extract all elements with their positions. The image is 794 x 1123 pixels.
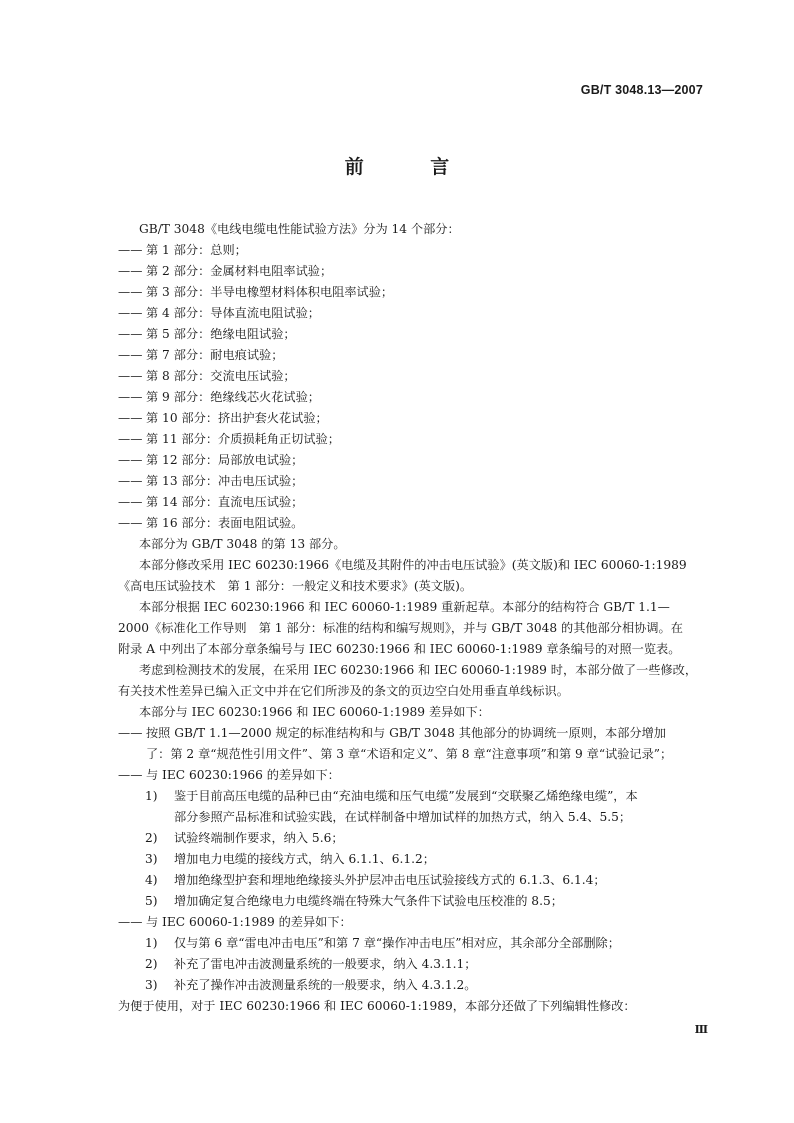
part-item	[118, 471, 708, 492]
item-text: 增加电力电缆的接线方式，纳入 6.1.1、6.1.2；	[174, 852, 435, 866]
parts-list	[118, 240, 708, 534]
numbered-item	[118, 786, 708, 807]
paragraph-continuation: 有关技术性差异已编入正文中并在它们所涉及的条文的页边空白处用垂直单线标识。	[118, 684, 569, 698]
paragraph-continuation: 附录 A 中列出了本部分章条编号与 IEC 60230:1966 和 IEC 60060-1:1989 章条编号的对照一览表。	[118, 642, 681, 656]
item-number: 3)	[145, 852, 158, 866]
paragraph: 考虑到检测技术的发展，在采用 IEC 60230:1966 和 IEC 60060-1:1989 时，本部分做了一些修改，	[139, 663, 698, 677]
item-text: 试验终端制作要求，纳入 5.6；	[174, 831, 344, 845]
dash-mark: ——	[118, 516, 143, 530]
dash-item-text: 与 IEC 60060-1:1989 的差异如下：	[146, 915, 352, 929]
numbered-item	[118, 828, 708, 849]
standard-code: GB/T 3048.13—2007	[580, 83, 703, 97]
dash-item-text: 按照 GB/T 1.1—2000 规定的标准结构和与 GB/T 3048 其他部分的协调统一原则，本部分增加	[146, 726, 666, 740]
part-item-text: 第 16 部分：表面电阻试验。	[146, 516, 304, 530]
item-text: 补充了操作冲击波测量系统的一般要求，纳入 4.3.1.2。	[174, 978, 477, 992]
dash-mark: ——	[118, 495, 143, 509]
item-text: 鉴于目前高压电缆的品种已由“充油电缆和压气电缆”发展到“交联聚乙烯绝缘电缆”，本	[174, 789, 638, 803]
part-item	[118, 408, 708, 429]
paragraph: 本部分根据 IEC 60230:1966 和 IEC 60060-1:1989 重新起草。本部分的结构符合 GB/T 1.1—	[139, 600, 670, 614]
dash-mark: ——	[118, 411, 143, 425]
part-item	[118, 240, 708, 261]
dash-mark: ——	[118, 264, 143, 278]
paragraph: 本部分与 IEC 60230:1966 和 IEC 60060-1:1989 差异如下：	[139, 705, 490, 719]
item-number: 5)	[145, 894, 158, 908]
part-item-text: 第 8 部分：交流电压试验；	[146, 369, 296, 383]
numbered-item	[118, 933, 708, 954]
part-item-text: 第 5 部分：绝缘电阻试验；	[146, 327, 296, 341]
item-number: 1)	[145, 789, 158, 803]
dash-item	[118, 723, 708, 744]
part-item-text: 第 14 部分：直流电压试验；	[146, 495, 304, 509]
paragraph: 本部分为 GB/T 3048 的第 13 部分。	[139, 537, 346, 551]
paragraph: 本部分修改采用 IEC 60230:1966《电缆及其附件的冲击电压试验》(英文版)和 IEC 60060-1:1989	[139, 558, 687, 572]
paragraph: 为便于使用，对于 IEC 60230:1966 和 IEC 60060-1:1989，本部分还做了下列编辑性修改：	[118, 999, 636, 1013]
part-item-text: 第 9 部分：绝缘线芯火花试验；	[146, 390, 320, 404]
item-text: 仅与第 6 章“雷电冲击电压”和第 7 章“操作冲击电压”相对应，其余部分全部删除；	[174, 936, 620, 950]
part-item-text: 第 3 部分：半导电橡塑材料体积电阻率试验；	[146, 285, 394, 299]
dash-mark: ——	[118, 726, 143, 740]
part-item-text: 第 13 部分：冲击电压试验；	[146, 474, 304, 488]
part-item-text: 第 11 部分：介质损耗角正切试验；	[146, 432, 340, 446]
dash-mark: ——	[118, 432, 143, 446]
dash-mark: ——	[118, 369, 143, 383]
dash-item	[118, 765, 708, 786]
item-text: 增加确定复合绝缘电力电缆终端在特殊大气条件下试验电压校准的 8.5；	[174, 894, 563, 908]
item-number: 2)	[145, 957, 158, 971]
part-item	[118, 261, 708, 282]
part-item	[118, 366, 708, 387]
dash-mark: ——	[118, 306, 143, 320]
part-item-text: 第 4 部分：导体直流电阻试验；	[146, 306, 320, 320]
part-item	[118, 513, 708, 534]
part-item-text: 第 10 部分：挤出护套火花试验；	[146, 411, 328, 425]
iec60060-diff-list	[118, 933, 708, 996]
part-item	[118, 450, 708, 471]
numbered-item	[118, 954, 708, 975]
dash-mark: ——	[118, 453, 143, 467]
page-number: Ⅲ	[694, 1023, 708, 1036]
part-item	[118, 303, 708, 324]
dash-mark: ——	[118, 327, 143, 341]
dash-mark: ——	[118, 474, 143, 488]
part-item	[118, 324, 708, 345]
dash-mark: ——	[118, 243, 143, 257]
dash-mark: ——	[118, 915, 143, 929]
paragraph-continuation: 2000《标准化工作导则 第 1 部分：标准的结构和编写规则》，并与 GB/T 3048 的其他部分相协调。在	[118, 621, 683, 635]
part-item	[118, 492, 708, 513]
numbered-item	[118, 849, 708, 870]
item-continuation: 部分参照产品标准和试验实践，在试样制备中增加试样的加热方式，纳入 5.4、5.5；	[174, 810, 632, 824]
paragraph-continuation: 《高电压试验技术 第 1 部分：一般定义和技术要求》(英文版)。	[118, 579, 473, 593]
intro-paragraph: GB/T 3048《电线电缆电性能试验方法》分为 14 个部分：	[139, 222, 460, 236]
part-item	[118, 429, 708, 450]
part-item	[118, 345, 708, 366]
dash-item-continuation: 了：第 2 章“规范性引用文件”、第 3 章“术语和定义”、第 8 章“注意事项”和第 9 章“试验记录”；	[146, 747, 673, 761]
foreword-body	[118, 219, 708, 1017]
dash-mark: ——	[118, 348, 143, 362]
part-item	[118, 282, 708, 303]
dash-mark: ——	[118, 390, 143, 404]
part-item	[118, 387, 708, 408]
dash-mark: ——	[118, 285, 143, 299]
dash-item-text: 与 IEC 60230:1966 的差异如下：	[146, 768, 340, 782]
numbered-item	[118, 870, 708, 891]
part-item-text: 第 2 部分：金属材料电阻率试验；	[146, 264, 333, 278]
item-number: 1)	[145, 936, 158, 950]
numbered-item	[118, 891, 708, 912]
part-item-text: 第 12 部分：局部放电试验；	[146, 453, 304, 467]
numbered-item	[118, 975, 708, 996]
dash-mark: ——	[118, 768, 143, 782]
item-number: 4)	[145, 873, 158, 887]
iec230-diff-list	[118, 786, 708, 912]
item-text: 补充了雷电冲击波测量系统的一般要求，纳入 4.3.1.1；	[174, 957, 477, 971]
item-number: 2)	[145, 831, 158, 845]
dash-item	[118, 912, 708, 933]
part-item-text: 第 1 部分：总则；	[146, 243, 247, 257]
item-number: 3)	[145, 978, 158, 992]
part-item-text: 第 7 部分：耐电痕试验；	[146, 348, 284, 362]
page-title: 前 言	[344, 156, 480, 178]
item-text: 增加绝缘型护套和埋地绝缘接头外护层冲击电压试验接线方式的 6.1.3、6.1.4；	[174, 873, 606, 887]
